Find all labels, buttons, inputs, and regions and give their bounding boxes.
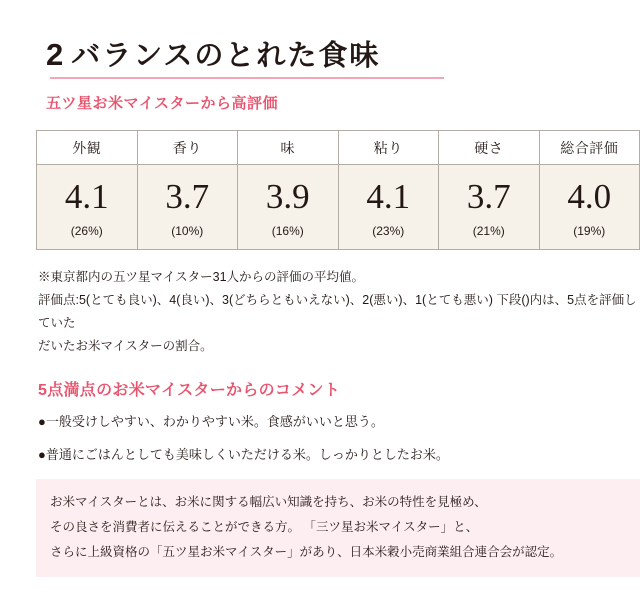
table-header-cell: 味 (238, 131, 339, 165)
table-cell (137, 165, 238, 250)
comment-section-heading: 5点満点のお米マイスターからのコメント (38, 381, 341, 399)
score-percent: (16%) (271, 223, 304, 238)
score-percent: (10%) (171, 223, 204, 238)
footnote-line: 評価点:5(とても良い)、4(良い)、3(どちらともいえない)、2(悪い)、1(とても悪い) 下段()内は、5点を評価していた (38, 293, 637, 331)
score-value: 4.1 (64, 176, 109, 216)
table-header-cell: 香り (137, 131, 238, 165)
score-percent: (23%) (372, 223, 405, 238)
table-row (37, 165, 640, 250)
score-value: 4.1 (366, 176, 411, 216)
table-cell (439, 165, 540, 250)
table-header-cell: 硬さ (439, 131, 540, 165)
footnote-line: だいたお米マイスターの割合。 (38, 339, 213, 354)
table-header-cell: 総合評価 (539, 131, 640, 165)
page-title (46, 33, 612, 74)
score-value: 3.9 (265, 176, 310, 216)
table-cell (238, 165, 339, 250)
definition-line: さらに上級資格の「五ツ星お米マイスター」があり、日本米穀小売商業組合連合会が認定。 (50, 545, 563, 560)
score-value: 3.7 (466, 176, 511, 216)
definition-box (36, 479, 640, 577)
list-item: ●普通にごはんとしても美味しくいただける米。しっかりとしたお米。 (38, 447, 449, 463)
list-item: ●一般受けしやすい、わかりやすい米。食感がいいと思う。 (38, 413, 384, 429)
table-header-cell: 粘り (338, 131, 439, 165)
table-header-cell: 外観 (37, 131, 138, 165)
comment-list (38, 412, 612, 467)
score-value: 4.0 (567, 176, 612, 216)
score-percent: (19%) (573, 223, 606, 238)
score-percent: (21%) (472, 223, 505, 238)
title-underline (50, 77, 444, 79)
score-percent: (26%) (70, 223, 103, 238)
subheading: 五ツ星お米マイスターから高評価 (46, 95, 279, 112)
definition-line: その良さを消費者に伝えることができる方。 「三ツ星お米マイスター」と、 (50, 520, 479, 535)
table-cell (37, 165, 138, 250)
page-title-text: バランスのとれた食味 (71, 40, 381, 72)
table-cell (338, 165, 439, 250)
table-cell (539, 165, 640, 250)
score-table (36, 130, 640, 250)
table-header-row (37, 131, 640, 165)
score-value: 3.7 (165, 176, 210, 216)
footnotes (38, 266, 638, 359)
document-page (0, 33, 640, 597)
footnote-line: ※東京都内の五ツ星マイスター31人からの評価の平均値。 (38, 270, 365, 284)
page-title-number: 2 (46, 37, 66, 72)
definition-line: お米マイスターとは、お米に関する幅広い知識を持ち、お米の特性を見極め、 (50, 495, 487, 510)
